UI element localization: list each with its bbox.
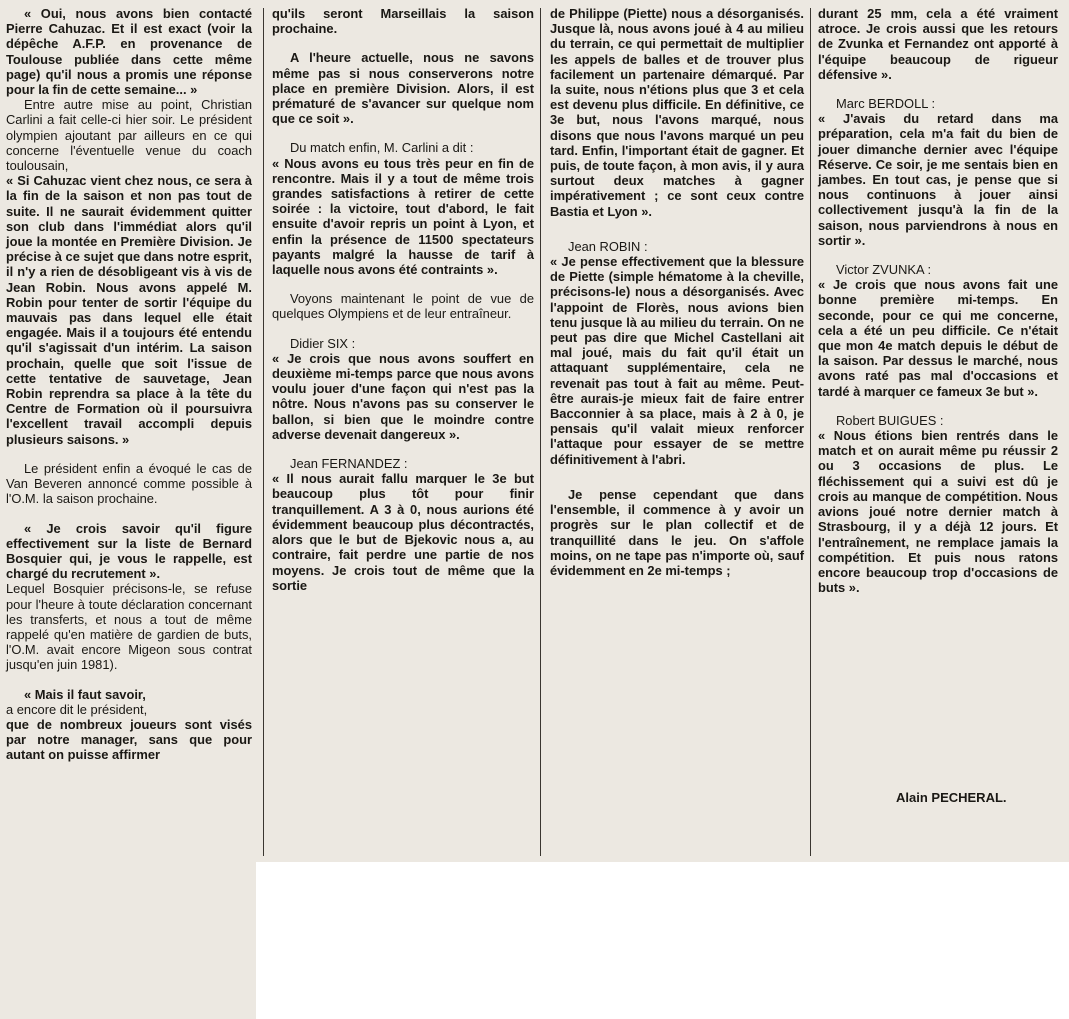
column-rule-3	[810, 8, 811, 856]
article-paragraph: « Nous avons eu tous très peur en fin de rencontre. Mais il y a tout de même trois grandes satisfactions à retirer de cette soirée : la victoire, tout d'abord, le fait ensuite d'avoir repris un point à Lyon, et enfin la présence de 11500 spectateurs payants malgré la hausse de tarif à laquelle nous avons été contraints ».	[272, 155, 534, 278]
article-paragraph: « Nous étions bien rentrés dans le match et on aurait même pu réussir 2 ou 3 occasions de plus. Le fléchissement qui a suivi est dû je crois au manque de compétition. Nous avions joué notre dernier match à Strasbourg, il y a déjà 12 jours. Et l'entraînement, ne remplace jamais la compétition. Et puis nous ratons encore beaucoup trop d'occasions de buts ».	[818, 428, 1058, 596]
column-rule-2	[540, 8, 541, 856]
article-paragraph: Didier SIX :	[290, 335, 356, 351]
article-paragraph: Entre autre mise au point, Christian Carlini a fait celle-ci hier soir. Le président olympien ajoutant par ailleurs en ce qui concerne l'éventuelle venue du coach toulousain,	[6, 97, 252, 174]
article-column-2	[272, 6, 534, 593]
article-column-1	[6, 6, 252, 763]
article-paragraph: « Je pense effectivement que la blessure de Piette (simple hématome à la cheville, précisons-le) nous a désorganisés. Avec l'appoint de Florès, nous avions bien tenu jusque là au milieu du terrain. On ne peut pas dire que Michel Castellani ait mal joué, mais du fait qu'il était un attaquant supplémentaire, cela ne revenait pas tout à fait au même. Peut-être aurais-je mieux fait de faire entrer Bacconnier à sa place, mais à 2 à 0, je pensais qu'il valait mieux renforcer l'attaque pour essayer de se mettre définitivement à l'abri.	[550, 254, 804, 467]
article-paragraph: Je pense cependant que dans l'ensemble, il commence à y avoir un progrès sur le plan collectif et de tranquillité dans le jeu. On s'affole moins, on ne tape pas n'importe où, sauf évidemment en 2e mi-temps ;	[550, 486, 804, 578]
article-paragraph: « J'avais du retard dans ma préparation, cela m'a fait du bien de jouer dimanche dernier avec l'équipe Réserve. Ce soir, je me sentais bien en jambes. En tout cas, je pense que si nous continuons à jouer ainsi collectivement jusqu'à la fin de la saison, nous parviendrons à nous en sortir ».	[818, 111, 1058, 248]
article-paragraph: Jean FERNANDEZ :	[290, 456, 408, 472]
article-paragraph: Jean ROBIN :	[568, 238, 648, 254]
article-paragraph: A l'heure actuelle, nous ne savons même pas si nous conserverons notre place en première Division. Alors, il est prématuré de s'avancer sur quelque nom que ce soit ».	[272, 50, 534, 127]
article-column-3	[550, 6, 804, 578]
article-paragraph: Lequel Bosquier précisons-le, se refuse pour l'heure à toute déclaration concernant les transferts, et nous a tout de même rappelé qu'en matière de gardien de buts, l'O.M. avait encore Migeon sous contrat jusqu'en juin 1981).	[6, 581, 252, 673]
article-paragraph: Voyons maintenant le point de vue de quelques Olympiens et de leur entraîneur.	[272, 291, 534, 322]
article-paragraph: « Il nous aurait fallu marquer le 3e but beaucoup plus tôt pour finir tranquillement. A 3 à 0, nous aurions été évidemment beaucoup plus décontractés, alors que le but de Bjekovic nous a, au contraire, fait perdre une partie de nos moyens. Je crois tout de même que la sortie	[272, 471, 534, 593]
article-column-4	[818, 6, 1058, 595]
article-paragraph: que de nombreux joueurs sont visés par notre manager, sans que pour autant on puisse affirmer	[6, 716, 252, 763]
article-paragraph: « Je crois que nous avons fait une bonne première mi-temps. En seconde, pour ce qui me concerne, cela a été un peu difficile. Ce n'était que mon 4e match depuis le début de la saison. Par dessus le marché, nous avons raté pas mal d'occasions et tardé à marquer ce fameux 3e but ».	[818, 277, 1058, 399]
article-paragraph: Marc BERDOLL :	[836, 96, 936, 112]
article-paragraph: « Je crois savoir qu'il figure effectivement sur la liste de Bernard Bosquier qui, je vous le rappelle, est chargé du recrutement ».	[6, 520, 252, 582]
article-paragraph: « Si Cahuzac vient chez nous, ce sera à la fin de la saison et non pas tout de suite. Il ne saurait évidemment quitter son club dans l'immédiat alors qu'il joue la montée en Première Division. Je précise à ce sujet que dans notre esprit, il n'y a rien de désobligeant vis à vis de Jean Robin. Nous avons appelé M. Robin pour tenter de sortir l'équipe du mauvais pas dans lequel elle était engagée. Mais il a toujours été entendu qu'il s'agissait d'un intérim. La saison prochain, quelle que soit l'issue de cette tentative de sauvetage, Jean Robin reprendra sa place à la tête du Centre de Formation où il poursuivra l'excellent travail accompli depuis plusieurs saisons. »	[6, 173, 252, 447]
article-paragraph: a encore dit le président,	[6, 701, 148, 717]
article-paragraph: de Philippe (Piette) nous a désorganisés. Jusque là, nous avons joué à 4 au milieu du terrain, ce qui permettait de multiplier les appels de balles et de trouver plus facilement un partenaire démarqué. Par la suite, nous n'étions plus que 3 et cela est devenu plus difficile. En définitive, ce 3e but, nous l'avons marqué, nous disons que nous l'avons marqué un peu tard. Enfin, l'important était de gagner. Et puis, de toute façon, à mon avis, il y aura surtout deux matches à gagner impérativement ; ce sont ceux contre Bastia et Lyon ».	[550, 6, 804, 219]
author-signature: Alain PECHERAL.	[896, 790, 1007, 805]
article-paragraph: « Oui, nous avons bien contacté Pierre Cahuzac. Et il est exact (voir la dépêche A.F.P. en provenance de Toulouse publiée dans cette même page) qu'il nous a promis une réponse pour la fin de cette semaine... »	[6, 6, 252, 98]
article-paragraph: Du match enfin, M. Carlini a dit :	[290, 140, 474, 156]
article-paragraph: « Je crois que nous avons souffert en deuxième mi-temps parce que nous avons voulu jouer d'une façon qui n'est pas la nôtre. Nous n'avons pas su conserver le ballon, si bien que le moindre contre adverse devenait dangereux ».	[272, 350, 534, 442]
article-paragraph: « Mais il faut savoir,	[24, 686, 146, 702]
article-paragraph: Robert BUIGUES :	[836, 412, 944, 428]
article-paragraph: Victor ZVUNKA :	[836, 262, 932, 278]
article-paragraph: Le président enfin a évoqué le cas de Van Beveren annoncé comme possible à l'O.M. la saison prochaine.	[6, 460, 252, 507]
article-paragraph: qu'ils seront Marseillais la saison prochaine.	[272, 6, 534, 37]
article-paragraph: durant 25 mm, cela a été vraiment atroce. Je crois aussi que les retours de Zvunka et Fernandez ont apporté à l'équipe beaucoup de rigueur défensive ».	[818, 6, 1058, 82]
column-rule-1	[263, 8, 264, 856]
